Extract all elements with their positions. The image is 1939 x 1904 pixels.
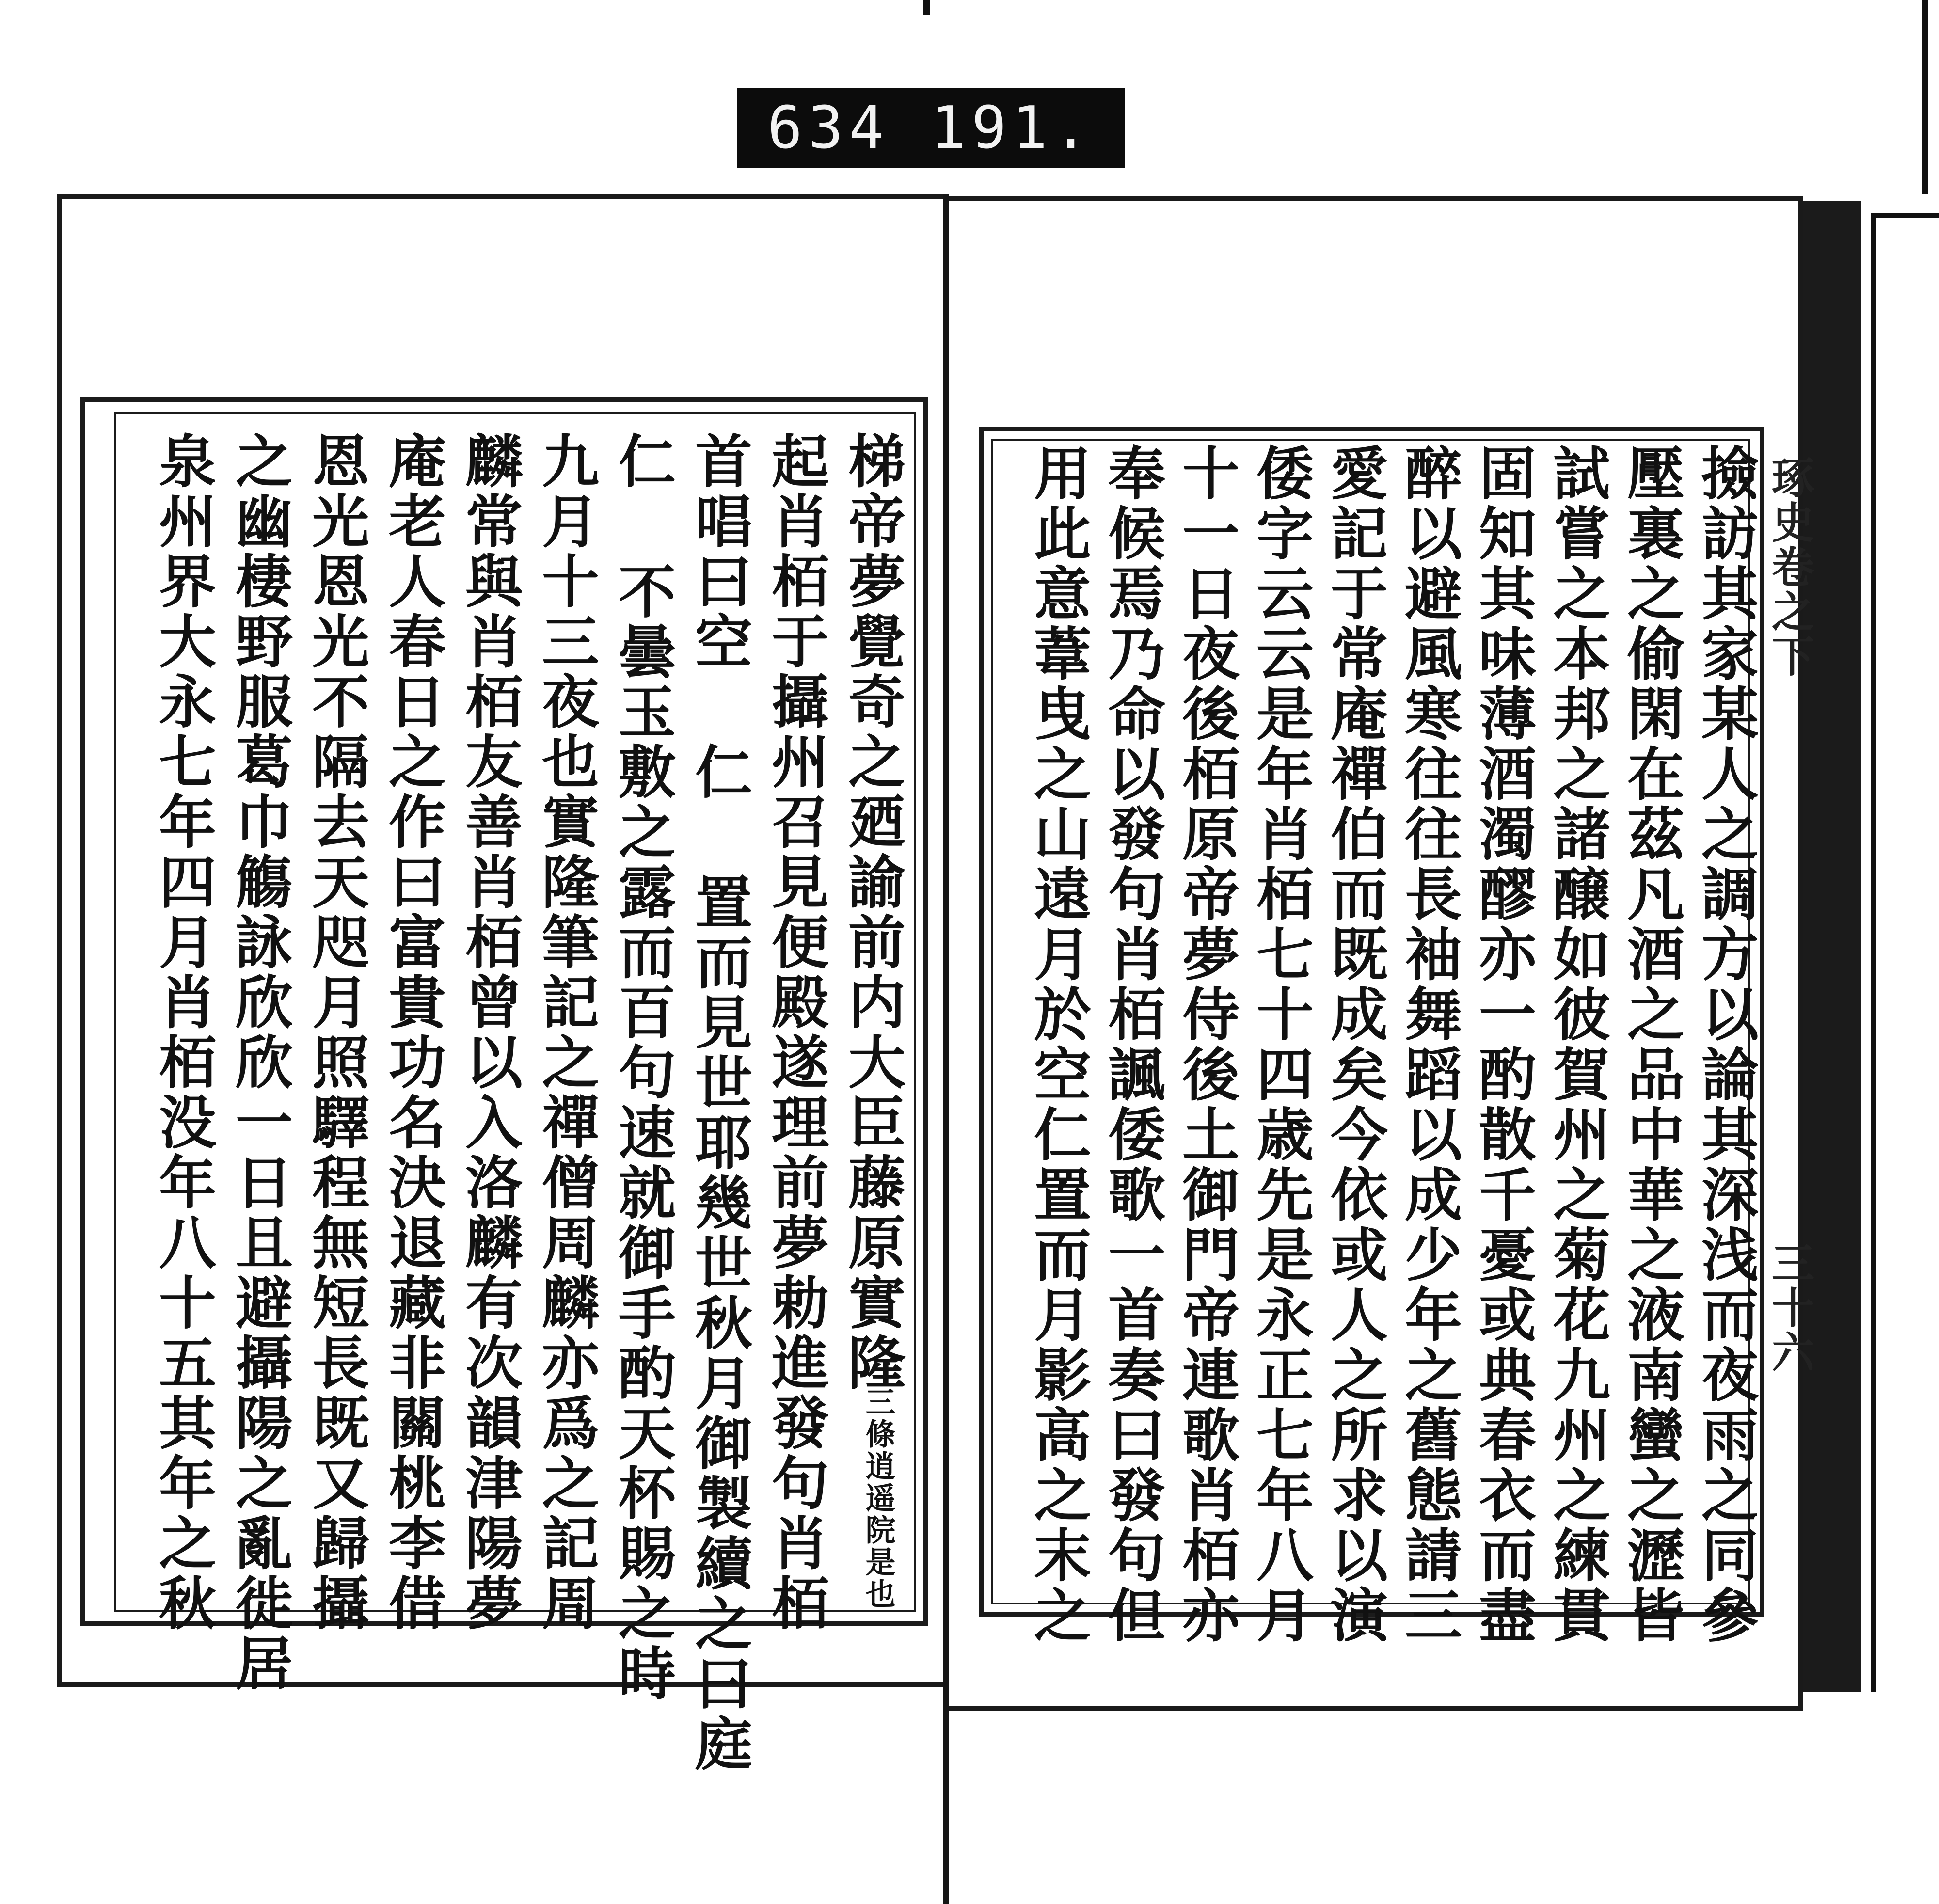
- right-page-edge: [1803, 201, 1861, 1692]
- right-page-text-column: 十一日夜後栢原帝夢侍後土御門帝連歌肖栢亦: [1173, 444, 1240, 1646]
- right-page-text-column: 奉候焉乃命以發句肖栢諷倭歌一首奏曰發句但: [1098, 444, 1166, 1646]
- call-number-label: [737, 88, 1125, 168]
- right-page-text-column: 愛記于常庵禪伯而既成矣今依或人之所求以演: [1321, 444, 1388, 1646]
- next-page-rule: [1922, 0, 1928, 194]
- right-page-folio: 三十六: [1765, 1241, 1815, 1375]
- next-page-frame: [1871, 213, 1939, 1692]
- left-page-note: 三條逍遥院是也: [860, 1386, 896, 1610]
- binding-mark: [923, 0, 930, 15]
- right-page-text-column: 用此意葦曳之山遠月於空仁置而月影高之末之: [1024, 444, 1092, 1646]
- left-page-text-column: 仁 不曇玉敷之露而百句速就御手酌天杯賜之時: [609, 431, 676, 1704]
- left-page-text-column: 恩光恩光不隔去天咫月照驛程無短長既又歸攝: [302, 431, 370, 1634]
- left-page-text-column: 起肖栢于攝州召見便殿遂理前夢勅進發句肖栢: [762, 431, 829, 1634]
- left-page-text-column: 首唱曰空 仁 置而見世耶幾世秋月御製續之曰庭: [685, 431, 753, 1774]
- right-page-text-column: 倭字云云是年肖栢七十四歳先是永正七年八月: [1247, 444, 1314, 1646]
- left-page-text-column: 之幽棲野服葛巾觴詠欣欣一日且避攝陽之亂徙居: [226, 431, 293, 1694]
- right-page-text-column: 固知其味薄酒濁醪亦一酌散千憂或典春衣而盡: [1469, 444, 1537, 1646]
- left-page-text-column: 泉州界大永七年四月肖栢没年八十五其年之秋: [149, 431, 217, 1634]
- right-page-margin-title: 琢史卷之下: [1765, 456, 1815, 679]
- right-page-text-column: 撿訪其家某人之調方以論其深浅而夜雨之同參: [1692, 444, 1759, 1646]
- right-page-text-column: 試嘗之本邦之諸醸如彼賀州之菊花九州之練貫: [1543, 444, 1611, 1646]
- left-page-text-column: 麟常與肖栢友善肖栢曾以入洛麟有次韻津陽夢: [456, 431, 523, 1634]
- right-page-text-column: 壓裏之偷閑在茲凡酒之品中華之液南蠻之瀝皆: [1618, 444, 1685, 1646]
- call-number-text: 634 191.: [767, 95, 1094, 162]
- book-spine: [943, 194, 949, 1904]
- left-page-text-column: 梯帝夢覺奇之廼諭前内大臣藤原實隆: [839, 431, 906, 1393]
- left-page-text-column: 九月十三夜也實隆筆記之禪僧周麟亦爲之記周: [532, 431, 600, 1634]
- left-page-text-column: 庵老人春日之作曰富貴功名決退藏非關桃李借: [379, 431, 446, 1634]
- right-page-text-column: 醉以避風寒往往長袖舞蹈以成少年之舊態請三: [1395, 444, 1462, 1646]
